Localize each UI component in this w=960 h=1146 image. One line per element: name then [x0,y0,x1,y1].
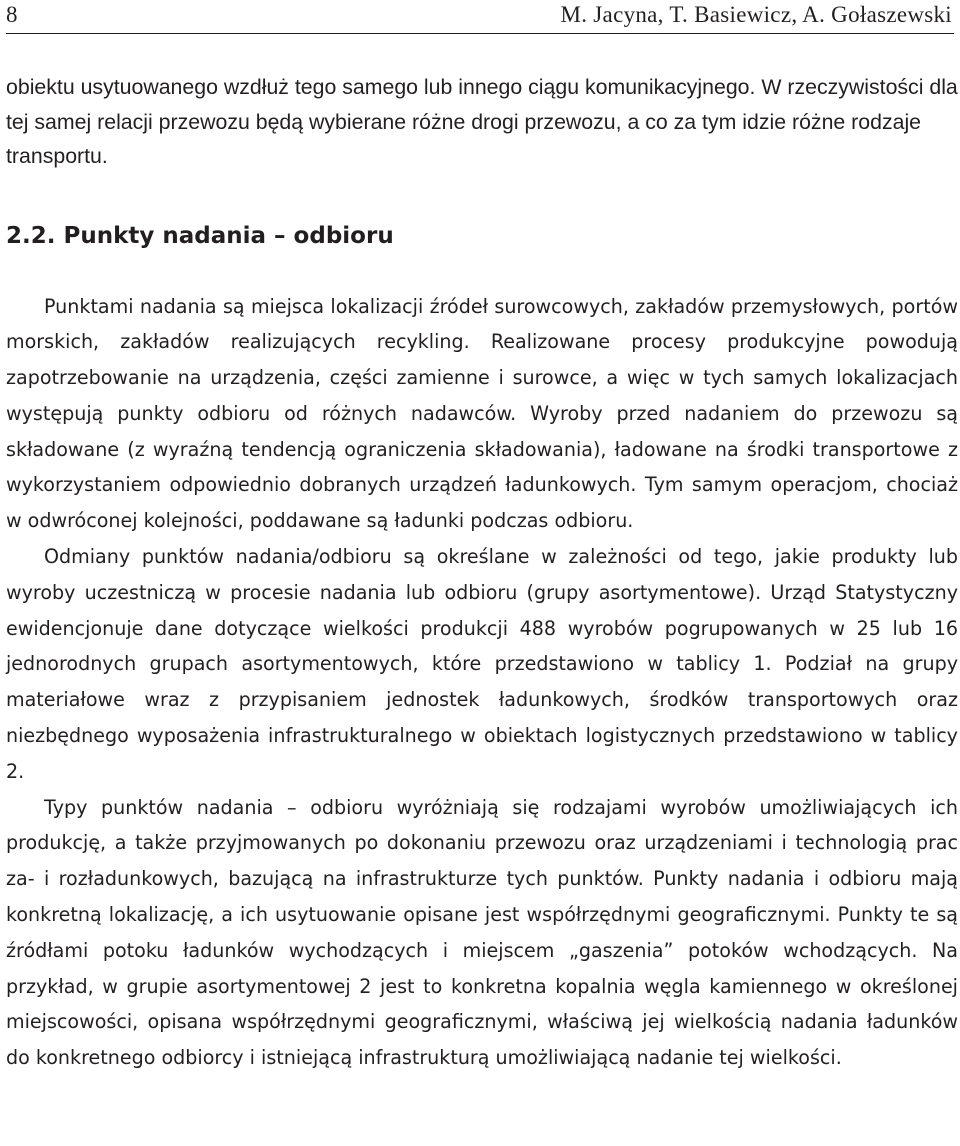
header-rule [6,33,954,34]
intro-paragraph: obiektu usytuowanego wzdłuż tego samego lub innego ciągu komunikacyjnego. W rzeczywistości dla tej samej relacji przewozu będą wybierane różne drogi przewozu, a co za tym idzie różne rodzaje transportu. [6,75,958,168]
paragraph-2: Odmiany punktów nadania/odbioru są określane w zależności od tego, jakie produkty lub wyroby uczestniczą w procesie nadania lub odbioru (grupy asortymentowe). Urząd Statystyczny ewidencjonuje dane dotyczące wielkości produkcji 488 wyrobów pogrupowanych w 25 lub 16 jednorodnych grupach asortymentowych, które przedstawiono w tablicy 1. Podział na grupy materiałowe wraz z przypisaniem jednostek ładunkowych, środków transportowych oraz niezbędnego wyposażenia infrastrukturalnego w obiektach logistycznych przedstawiono w tablicy 2. [6,545,958,783]
page-number: 8 [6,2,18,27]
paragraph-1: Punktami nadania są miejsca lokalizacji źródeł surowcowych, zakładów przemysłowych, portów morskich, zakładów realizujących recykling. Realizowane procesy produkcyjne powodują zapotrzebowanie na urządzenia, części zamienne i surowce, a więc w tych samych lokalizacjach występują punkty odbioru od różnych nadawców. Wyroby przed nadaniem do przewozu są składowane (z wyraźną tendencją ograniczenia składowania), ładowane na środki transportowe z wykorzystaniem odpowiednio dobranych urządzeń ładunkowych. Tym samym operacjom, chociaż w odwróconej kolejności, poddawane są ładunki podczas odbioru. [6,294,958,533]
running-head-authors: M. Jacyna, T. Basiewicz, A. Gołaszewski [560,2,952,27]
page-header [6,0,954,38]
section-heading: 2.2. Punkty nadania – odbioru [6,222,394,249]
paragraph-3: Typy punktów nadania – odbioru wyróżniają się rodzajami wyrobów umożliwiających ich produkcję, a także przyjmowanych po dokonaniu przewozu oraz urządzeniami i technologią prac za- i rozładunkowych, bazującą na infrastrukturze tych punktów. Punkty nadania i odbioru mają konkretną lokalizację, a ich usytuowanie opisane jest współrzędnymi geograficznymi. Punkty te są źródłami potoku ładunków wychodzących i miejscem „gaszenia” potoków wchodzących. Na przykład, w grupie asortymentowej 2 jest to konkretna kopalnia węgla kamiennego w określonej miejscowości, opisana współrzędnymi geograficznymi, właściwą jej wielkością nadania ładunków do konkretnego odbiorcy i istniejącą infrastrukturą umożliwiającą nadanie tej wielkości. [6,795,958,1070]
page-body [6,70,958,1076]
